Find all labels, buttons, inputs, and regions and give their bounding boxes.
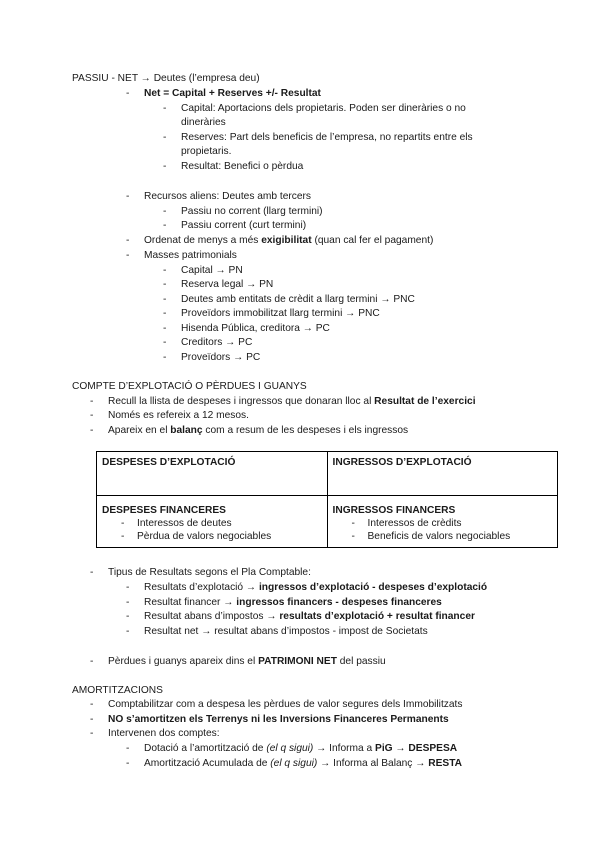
dash: - <box>163 103 167 114</box>
dash: - <box>126 626 130 637</box>
dash: - <box>163 323 167 334</box>
dash: - <box>163 161 167 172</box>
capital-line1: Capital: Aportacions dels propietaris. Poden ser dineràries o no <box>181 103 466 114</box>
list-item-text: Beneficis de valors negociables <box>367 531 511 542</box>
text-pre: Resultat abans d’impostos → <box>144 611 280 622</box>
list-item-text: Interessos de deutes <box>137 518 232 529</box>
text-bold: RESTA <box>428 758 463 769</box>
despeses-explotacio-header: DESPESES D’EXPLOTACIÓ <box>102 457 236 468</box>
ingressos-financers-list <box>333 517 553 543</box>
ingressos-financers-header: INGRESSOS FINANCERS <box>332 505 456 516</box>
text-pre: Amortització Acumulada de <box>144 758 271 769</box>
amort-bullet-1: Comptabilitzar com a despesa les pèrdues de valor segures dels Immobilitzats <box>108 699 463 710</box>
table-cell <box>97 496 328 548</box>
tipus-item-3 <box>144 610 475 623</box>
text-bold: ingressos financers - despeses financeres <box>236 597 442 608</box>
dash: - <box>126 88 130 99</box>
text-pre: Resultats d’explotació → <box>144 582 259 593</box>
table-row <box>97 452 558 496</box>
net-formula: Net = Capital + Reserves +/- Resultat <box>144 88 321 99</box>
amort-sub-1 <box>144 742 457 755</box>
ingressos-explotacio-header: INGRESSOS D’EXPLOTACIÓ <box>332 457 472 468</box>
text-pre: Apareix en el <box>108 425 171 436</box>
amort-sub-2 <box>144 757 462 770</box>
dash: - <box>163 132 167 143</box>
list-item-text: Interessos de crèdits <box>367 518 462 529</box>
text-pre: Pèrdues i guanys apareix dins el <box>108 656 259 667</box>
text-pre: Resultat financer → <box>144 597 237 608</box>
text-bold: Resultat de l’exercici <box>374 396 476 407</box>
passiu-corrent: Passiu corrent (curt termini) <box>181 220 307 231</box>
text-bold: ingressos d’explotació - despeses d’explotació <box>258 582 488 593</box>
dash: - <box>163 294 167 305</box>
dash: - <box>90 728 94 739</box>
masses-item: Capital → PN <box>181 265 243 276</box>
dash: - <box>90 396 94 407</box>
text-bold: resultats d’explotació + resultat financer <box>279 611 475 622</box>
table-cell <box>327 452 558 496</box>
ordenat-line <box>144 234 433 247</box>
compte-bullet-1 <box>108 395 476 408</box>
capital-line2: dineràries <box>181 117 226 128</box>
reserves-line2: propietaris. <box>181 146 232 157</box>
masses-item: Reserva legal → PN <box>181 279 274 290</box>
masses-title: Masses patrimonials <box>144 250 237 261</box>
amort-heading: AMORTITZACIONS <box>72 685 163 696</box>
text-post: del passiu <box>336 656 386 667</box>
dash: - <box>163 265 167 276</box>
dash: - <box>126 758 130 769</box>
passiu-no-corrent: Passiu no corrent (llarg termini) <box>181 206 323 217</box>
ordenat-post: (quan cal fer el pagament) <box>311 235 434 246</box>
dash: - <box>90 425 94 436</box>
masses-item: Hisenda Pública, creditora → PC <box>181 323 330 334</box>
dash: - <box>90 656 94 667</box>
amort-bullet-2: NO s’amortitzen els Terrenys ni les Inversions Financeres Permanents <box>108 714 449 725</box>
compte-heading: COMPTE D’EXPLOTACIÓ O PÈRDUES I GUANYS <box>72 381 307 392</box>
text-italic: (el q sigui) <box>266 743 314 754</box>
dash: - <box>163 308 167 319</box>
text-italic: (el q sigui) <box>270 758 318 769</box>
perdues-guanys-line <box>108 655 386 668</box>
list-item: - Pèrdua de valors negociables <box>121 531 272 542</box>
masses-item: Proveïdors → PC <box>181 352 261 363</box>
dash: - <box>163 337 167 348</box>
tipus-item-4: Resultat net → resultat abans d’impostos - impost de Societats <box>144 626 428 637</box>
dash: - <box>126 235 130 246</box>
ordenat-pre: Ordenat de menys a més <box>144 235 262 246</box>
dash: - <box>126 191 130 202</box>
recursos-aliens: Recursos aliens: Deutes amb tercers <box>144 191 312 202</box>
dash: - <box>126 582 130 593</box>
text-bold: PiG → DESPESA <box>375 743 458 754</box>
dash: - <box>163 206 167 217</box>
text-mid: → Informa a <box>313 743 376 754</box>
dash: - <box>126 743 130 754</box>
text-post: com a resum de les despeses i els ingressos <box>202 425 409 436</box>
masses-item: Deutes amb entitats de crèdit a llarg termini → PNC <box>181 294 415 305</box>
tipus-item-1 <box>144 581 487 594</box>
table-row <box>97 496 558 548</box>
dash: - <box>126 250 130 261</box>
compte-bullet-3 <box>108 424 408 437</box>
text-pre: Recull la llista de despeses i ingressos que donaran lloc al <box>108 396 375 407</box>
despeses-financeres-list <box>102 517 322 543</box>
masses-item: Proveïdors immobilitzat llarg termini → PNC <box>181 308 380 319</box>
passiu-heading: PASSIU - NET → Deutes (l’empresa deu) <box>72 73 260 84</box>
despeses-financeres-header: DESPESES FINANCERES <box>102 505 226 516</box>
dash: - <box>163 220 167 231</box>
results-table <box>96 451 558 548</box>
text-pre: Dotació a l’amortització de <box>144 743 267 754</box>
table-cell <box>97 452 328 496</box>
resultat-line: Resultat: Benefici o pèrdua <box>181 161 304 172</box>
amort-bullet-3: Intervenen dos comptes: <box>108 728 220 739</box>
dash: - <box>90 410 94 421</box>
dash: - <box>163 279 167 290</box>
dash: - <box>126 611 130 622</box>
list-item-text: Pèrdua de valors negociables <box>137 531 272 542</box>
text-bold: balanç <box>170 425 203 436</box>
masses-item: Creditors → PC <box>181 337 253 348</box>
list-item: - Beneficis de valors negociables <box>351 531 511 542</box>
dash: - <box>163 352 167 363</box>
tipus-item-2 <box>144 596 442 609</box>
table-cell <box>327 496 558 548</box>
dash: - <box>90 699 94 710</box>
list-item: - Interessos de crèdits <box>351 518 462 529</box>
dash: - <box>126 597 130 608</box>
text-mid: → Informa al Balanç → <box>317 758 429 769</box>
tipus-title: Tipus de Resultats segons el Pla Comptable: <box>108 567 311 578</box>
list-item: - Interessos de deutes <box>121 518 232 529</box>
reserves-line1: Reserves: Part dels beneficis de l’empresa, no repartits entre els <box>181 132 473 143</box>
dash: - <box>90 567 94 578</box>
ordenat-bold: exigibilitat <box>261 235 312 246</box>
compte-bullet-2: Només es refereix a 12 mesos. <box>108 410 249 421</box>
dash: - <box>90 714 94 725</box>
text-bold: PATRIMONI NET <box>258 656 337 667</box>
